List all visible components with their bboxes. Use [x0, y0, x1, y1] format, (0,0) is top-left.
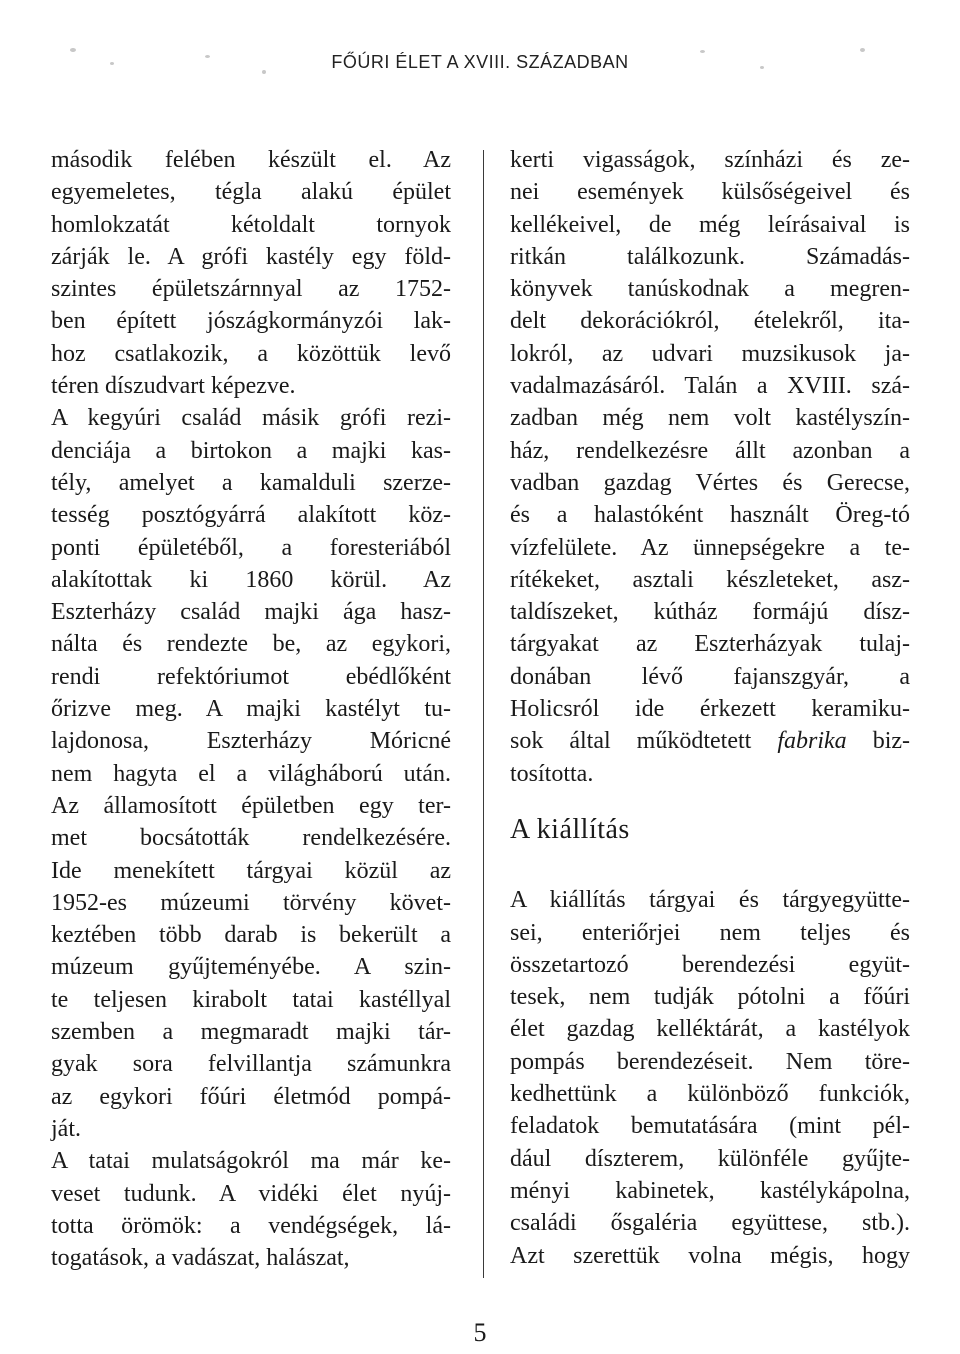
text-line: ponti épületéből, a foresteriából: [51, 534, 451, 561]
text-line: A kegyúri család másik grófi rezi-: [51, 405, 451, 432]
text-line: tosította.: [510, 760, 594, 787]
italic-term: fabrika: [777, 728, 847, 755]
running-header: FŐÚRI ÉLET A XVIII. SZÁZADBAN: [331, 52, 629, 72]
text-line: nem hagyta el a világháború után.: [51, 760, 451, 787]
text-line: sei, enteriőrjei nem teljes és: [510, 919, 910, 946]
text-line: Az államosított épületben egy ter-: [51, 792, 451, 819]
right-paragraph-exhibition: [510, 884, 910, 1272]
text-line: egyemeletes, tégla alakú épület: [51, 179, 451, 206]
text-line: togatások, a vadászat, halászat,: [51, 1245, 350, 1272]
text-line: második felében készült el. Az: [51, 147, 451, 173]
text-line: nei események külsőségeivel és: [510, 179, 910, 206]
text-line: zadban még nem volt kastélyszín-: [510, 405, 910, 432]
text-line: vadban gazdag Vértes és Gerecse,: [510, 469, 910, 496]
text-line: szemben a megmaradt majki tár-: [51, 1019, 451, 1046]
text-line: élet gazdag kelléktárát, a kastélyok: [510, 1016, 910, 1043]
text-line: donában lévő fajanszgyár, a: [510, 663, 910, 690]
text-line: nálta és rendezte be, az egykori,: [51, 631, 451, 658]
section-heading: A kiállítás: [510, 813, 630, 845]
text-line: és a halastóként használt Öreg-tó: [510, 502, 910, 529]
text-line: összetartozó berendezési együt-: [510, 951, 910, 978]
text-line: homlokzatát kétoldalt tornyok: [51, 211, 451, 238]
text-line: Eszterházy család majki ága hasz-: [51, 599, 451, 626]
text-line: rendi refektóriumot ebédlőként: [51, 663, 451, 690]
text-line: családi ősgaléria együttese, stb.).: [510, 1210, 910, 1237]
text-line: vadalmazásáról. Talán a XVIII. szá-: [510, 373, 910, 400]
text-line: szintes épületszárnnyal az 1752-: [51, 276, 451, 303]
text-line: ját.: [51, 1115, 81, 1142]
text-line: A tatai mulatságokról ma már ke-: [51, 1148, 451, 1175]
text-line: ritkán találkozunk. Számadás-: [510, 243, 910, 270]
text-line: Holicsról ide érkezett keramiku-: [510, 696, 910, 723]
text-line: ményi kabinetek, kastélykápolna,: [510, 1177, 910, 1204]
text-line: ház, rendelkezésre állt azonban a: [510, 437, 910, 464]
text-line: zárják le. A grófi kastély egy föld-: [51, 243, 451, 270]
text-line: denciája a birtokon a majki kas-: [51, 437, 451, 464]
text-line: lokról, az udvari muzsikusok ja-: [510, 340, 910, 367]
text-line: delt dekorációkról, ételekről, ita-: [510, 308, 910, 335]
left-text-column: [51, 144, 451, 1274]
text-line: vízfelülete. Az ünnepségekre a te-: [510, 534, 910, 561]
text-line: te teljesen kirabolt tatai kastéllyal: [51, 986, 451, 1013]
text-line: rítékeket, asztali készleteket, asz-: [510, 566, 910, 593]
text-fragment: sok által működtetett: [510, 728, 752, 755]
text-line: dául díszterem, különféle gyűjte-: [510, 1145, 910, 1172]
text-line: [510, 725, 910, 757]
text-line: keztében több darab is bekerült a: [51, 922, 451, 949]
text-line: őrizve meg. A majki kastélyt tu-: [51, 696, 451, 723]
text-line: múzeum gyűjteményébe. A szin-: [51, 954, 451, 981]
column-divider: [483, 150, 484, 1278]
text-line: kedhettünk a különböző funkciók,: [510, 1081, 910, 1108]
text-line: pompás berendezéseit. Nem töre-: [510, 1048, 910, 1075]
page-number: 5: [473, 1318, 487, 1347]
text-line: tárgyakat az Eszterházyak tulaj-: [510, 631, 910, 658]
text-line: hoz csatlakozik, a közöttük levő: [51, 340, 451, 367]
text-line: kerti vigasságok, színházi és ze-: [510, 147, 910, 173]
text-line: tély, amelyet a kamalduli szerze-: [51, 469, 451, 496]
text-line: gyak sora felvillantja számunkra: [51, 1051, 451, 1078]
text-line: az egykori főúri életmód pompá-: [51, 1083, 451, 1110]
text-line: Ide menekített tárgyai közül az: [51, 857, 451, 884]
text-line: tesség posztógyárrá alakított köz-: [51, 502, 451, 529]
text-line: ben épített jószágkormányzói lak-: [51, 308, 451, 335]
text-line: 1952-es múzeumi törvény követ-: [51, 889, 451, 916]
text-line: veset tudunk. A vidéki élet nyúj-: [51, 1180, 451, 1207]
text-line: tesek, nem tudják pótolni a főúri: [510, 984, 910, 1011]
text-line: met bocsátották rendelkezésére.: [51, 825, 451, 852]
text-line: feladatok bemutatására (mint pél-: [510, 1113, 910, 1140]
right-text-column: [510, 144, 910, 1272]
text-line: alakítottak ki 1860 körül. Az: [51, 566, 451, 593]
text-line: könyvek tanúskodnak a megren-: [510, 276, 910, 303]
text-line: Azt szerettük volna mégis, hogy: [510, 1242, 910, 1269]
text-line: taldíszeket, kútház formájú dísz-: [510, 599, 910, 626]
text-line: téren díszudvart képezve.: [51, 373, 296, 400]
text-fragment: biz-: [872, 728, 910, 755]
text-line: kellékeivel, de még leírásaival is: [510, 211, 910, 238]
text-line: lajdonosa, Eszterházy Móricné: [51, 728, 451, 755]
text-line: A kiállítás tárgyai és tárgyegyütte-: [510, 887, 910, 914]
text-line: totta örömök: a vendégségek, lá-: [51, 1212, 451, 1239]
right-paragraph: [510, 144, 910, 790]
